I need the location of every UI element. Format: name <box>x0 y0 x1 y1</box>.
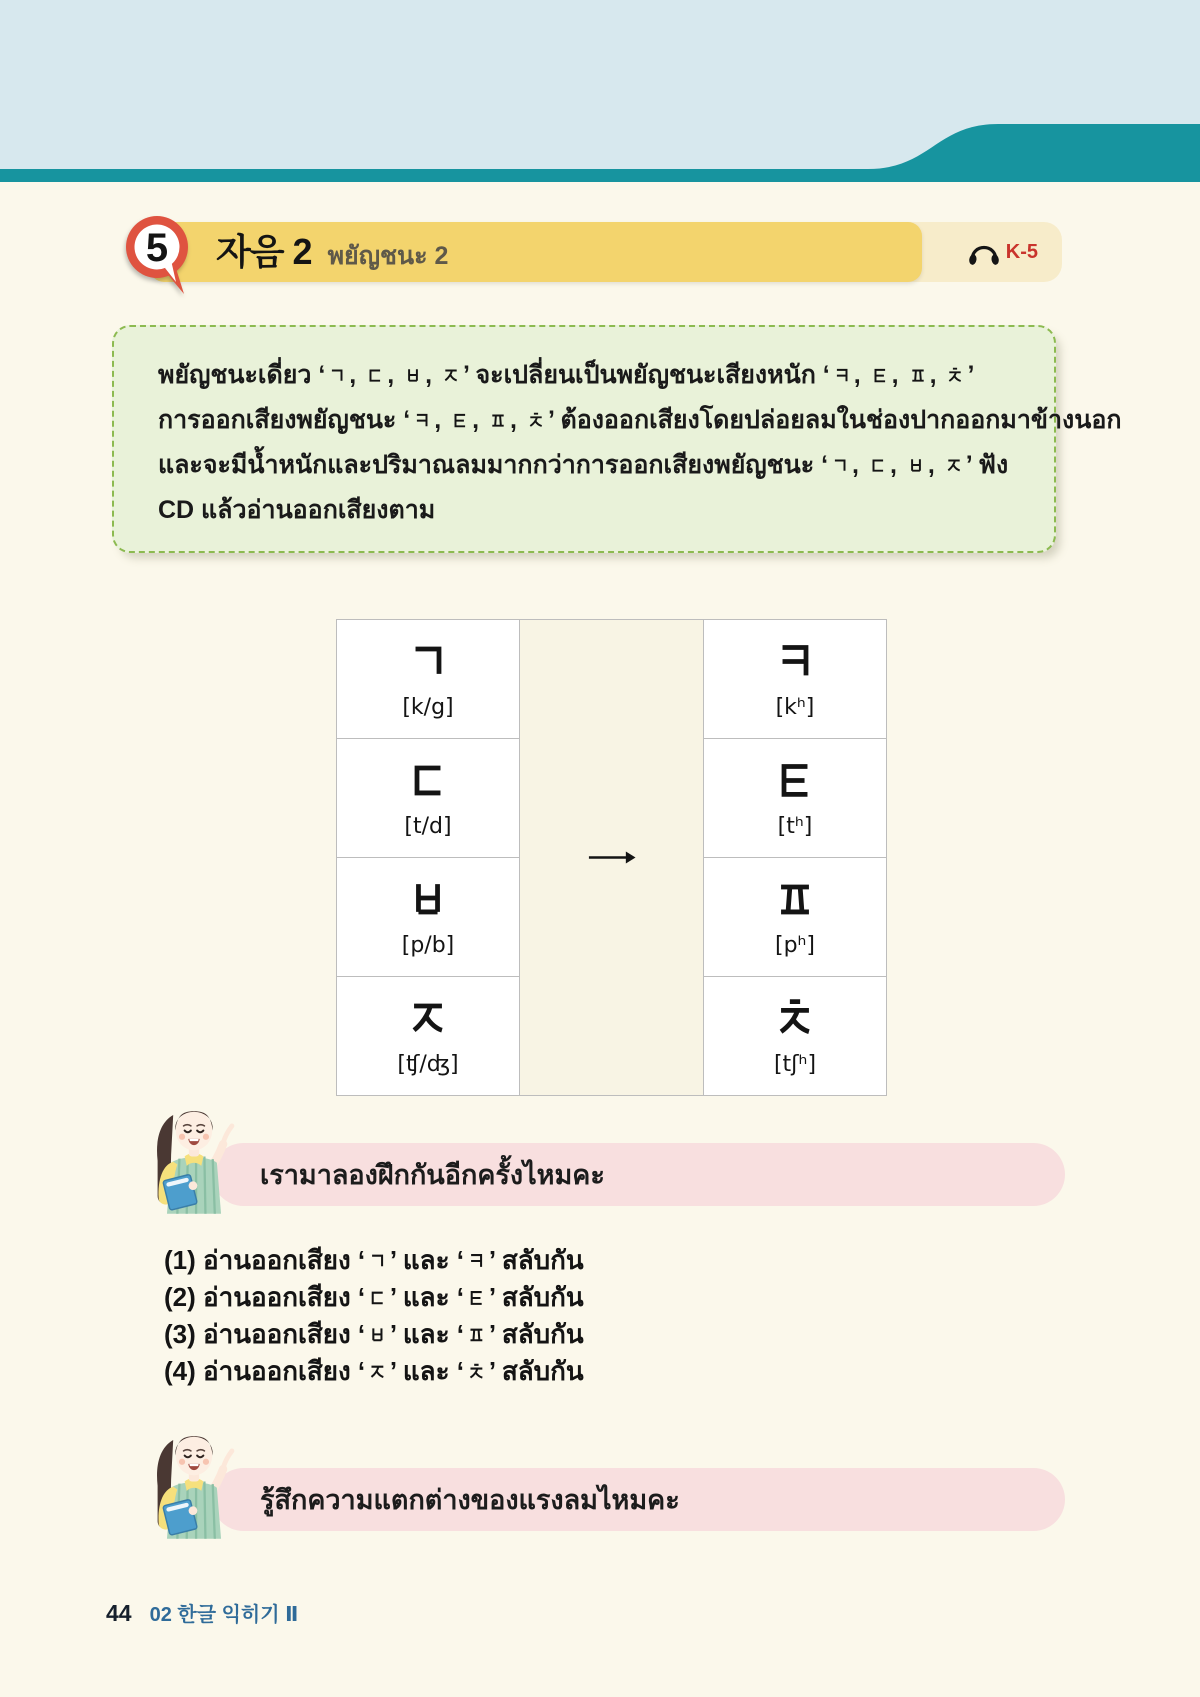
ipa-label: [tʃʰ] <box>773 1052 817 1077</box>
audio-track-label: K-5 <box>1005 240 1038 263</box>
lesson-title-korean: 자음 2 <box>216 231 312 272</box>
page-number: 44 <box>106 1600 132 1626</box>
intro-line: CD แล้วอ่านออกเสียงตาม <box>158 496 436 524</box>
aspirated-consonant-column <box>703 619 887 1096</box>
ipa-label: [pʰ] <box>774 933 816 958</box>
right-arrow-icon <box>588 849 636 866</box>
ipa-label: [k/g] <box>402 695 454 720</box>
practice-banner-1 <box>212 1143 1065 1206</box>
lesson-header-banner <box>150 222 922 282</box>
jamo-glyph <box>403 995 453 1039</box>
jamo-glyph <box>403 757 453 801</box>
ipa-label: [kʰ] <box>775 695 815 720</box>
table-cell <box>336 619 520 739</box>
practice-item-3: (3) อ่านออกเสียง ‘ ’ และ ‘ ’ สลับกัน <box>164 1319 584 1349</box>
ipa-label: [t/d] <box>404 814 452 839</box>
ipa-label: [p/b] <box>401 933 455 958</box>
ipa-label: [tʰ] <box>777 814 813 839</box>
practice-banner-text: รู้สึกความแตกต่างของแรงลมไหมคะ <box>260 1485 680 1515</box>
practice-item-2: (2) อ่านออกเสียง ‘ ’ และ ‘ ’ สลับกัน <box>164 1282 584 1312</box>
intro-line: พยัญชนะเดี่ยว ‘ , , , ’ จะเปลี่ยนเป็นพยัญชนะเสียงหนัก ‘ , , , ’ <box>158 361 975 389</box>
teacher-illustration <box>142 1421 246 1540</box>
practice-list <box>164 1242 584 1390</box>
jamo-glyph <box>770 876 820 920</box>
jamo-glyph <box>403 638 453 682</box>
table-cell <box>703 619 887 739</box>
ipa-label: [ʧ/ʤ] <box>397 1052 459 1077</box>
table-cell <box>703 857 887 977</box>
intro-explanation-box <box>112 325 1122 553</box>
table-cell <box>336 976 520 1096</box>
conversion-arrow-cell <box>519 619 704 1096</box>
page-top-decoration <box>0 0 1200 182</box>
jamo-glyph <box>770 638 820 682</box>
intro-line: การออกเสียงพยัญชนะ ‘ , , , ’ ต้องออกเสียงโดยปล่อยลมในช่องปากออกมาข้างนอก <box>158 406 1122 434</box>
audio-chip <box>967 237 1038 267</box>
teacher-illustration <box>142 1096 246 1215</box>
chapter-label: 02 한글 익히기 Ⅱ <box>149 1604 299 1626</box>
practice-item-4: (4) อ่านออกเสียง ‘ ’ และ ‘ ’ สลับกัน <box>164 1356 584 1386</box>
jamo-glyph <box>770 995 820 1039</box>
practice-banner-2 <box>212 1468 1065 1531</box>
teal-wave-shape <box>0 0 1200 182</box>
lesson-number-badge <box>118 208 198 300</box>
table-cell <box>703 738 887 858</box>
page-footer <box>106 1598 298 1627</box>
jamo-glyph <box>403 876 453 920</box>
table-cell <box>703 976 887 1096</box>
practice-item-1: (1) อ่านออกเสียง ‘ ’ และ ‘ ’ สลับกัน <box>164 1245 584 1275</box>
table-cell <box>336 857 520 977</box>
lesson-title-thai: พยัญชนะ 2 <box>327 242 449 270</box>
practice-banner-text: เรามาลองฝึกกันอีกครั้งไหมคะ <box>260 1160 605 1190</box>
consonant-conversion-table <box>336 619 887 1096</box>
headphones-icon <box>967 237 1001 267</box>
plain-consonant-column <box>336 619 520 1096</box>
lesson-number: 5 <box>145 226 169 270</box>
intro-line: และจะมีน้ำหนักและปริมาณลมมากกว่าการออกเสียงพยัญชนะ ‘ , , , ’ ฟัง <box>158 451 1009 479</box>
jamo-glyph <box>770 757 820 801</box>
table-cell <box>336 738 520 858</box>
